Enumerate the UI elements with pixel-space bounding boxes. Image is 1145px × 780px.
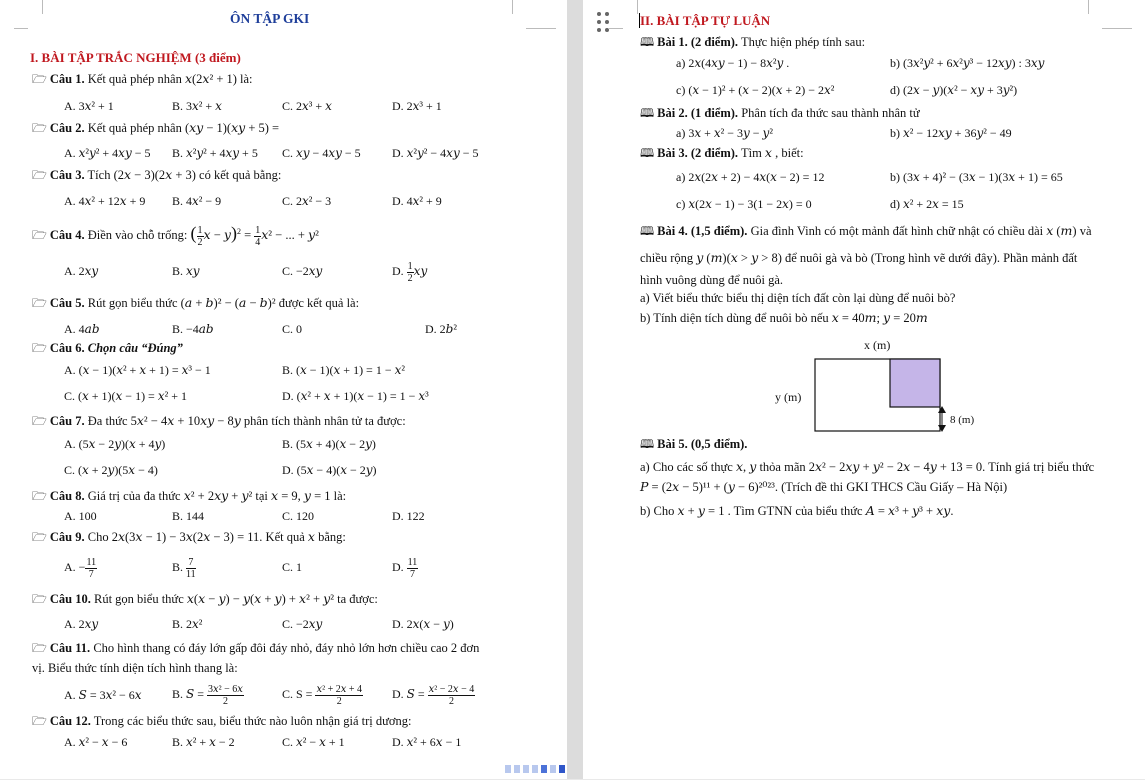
option-c[interactable]: C. (𝑥 + 2𝑦)(5𝑥 − 4) bbox=[64, 463, 158, 477]
option-b[interactable]: B. −4𝑎𝑏 bbox=[172, 322, 214, 336]
option-b[interactable]: B. 3𝑥² + 𝑥 bbox=[172, 99, 222, 113]
question-3: 🗁 Câu 3. Tích (2𝑥 − 3)(2𝑥 + 3) có kết quả bằng: bbox=[32, 168, 282, 182]
crop-mark bbox=[14, 14, 28, 29]
exercise-5b: b) Cho 𝑥 + 𝑦 = 1 . Tìm GTNN của biểu thức 𝐴 = 𝑥³ + 𝑦³ + 𝑥𝑦. bbox=[640, 504, 954, 518]
option-d[interactable]: D. 2𝑥³ + 1 bbox=[392, 99, 442, 113]
drag-handle-icon[interactable] bbox=[597, 12, 611, 34]
option-c[interactable]: C. 1 bbox=[282, 560, 303, 574]
option-c[interactable]: C. 0 bbox=[282, 322, 303, 336]
exercise-1d: d) (2𝑥 − 𝑦)(𝑥² − 𝑥𝑦 + 3𝑦²) bbox=[890, 83, 1018, 97]
option-a[interactable]: A. 4𝑎𝑏 bbox=[64, 322, 100, 336]
option-b[interactable]: B. 𝑆 = $\frac{\text{3𝑥² − 6𝑥}}{2}$ bbox=[172, 683, 243, 707]
option-b[interactable]: B. 𝑥² + 𝑥 − 2 bbox=[172, 735, 235, 749]
page-gap bbox=[567, 0, 583, 779]
option-a[interactable]: A. − $\frac{11}{7}$ bbox=[64, 556, 97, 580]
section-heading: II. BÀI TẬP TỰ LUẬN bbox=[640, 13, 771, 28]
exercise-3b: b) (3𝑥 + 4)² − (3𝑥 − 1)(3𝑥 + 1) = 65 bbox=[890, 170, 1063, 184]
figure-label-y: y (m) bbox=[775, 390, 802, 404]
option-a[interactable]: A. (𝑥 − 1)(𝑥² + 𝑥 + 1) = 𝑥³ − 1 bbox=[64, 363, 211, 377]
exercise-1a: a) 2𝑥(4𝑥𝑦 − 1) − 8𝑥²𝑦 . bbox=[676, 56, 790, 70]
book-icon: 🕮 bbox=[640, 224, 655, 238]
option-a[interactable]: A. 2𝑥𝑦 bbox=[64, 264, 99, 278]
crop-mark bbox=[526, 14, 556, 29]
exercise-4-line2: chiều rộng 𝑦 (𝑚)(𝑥 > 𝑦 > 8) để nuôi gà và bò (Trong hình vẽ dưới đây). Phần mảnh đất bbox=[640, 251, 1078, 265]
page-title: ÔN TẬP GKI bbox=[230, 11, 310, 26]
option-a[interactable]: A. 4𝑥² + 12𝑥 + 9 bbox=[64, 194, 146, 208]
option-c[interactable]: C. −2𝑥𝑦 bbox=[282, 617, 323, 631]
folder-icon: 🗁 bbox=[32, 72, 47, 86]
folder-icon: 🗁 bbox=[32, 414, 47, 428]
option-c[interactable]: C. (𝑥 + 1)(𝑥 − 1) = 𝑥² + 1 bbox=[64, 389, 187, 403]
question-11: 🗁 Câu 11. Cho hình thang có đáy lớn gấp đôi đáy nhỏ, đáy nhỏ lớn hơn chiều cao 2 đơn bbox=[32, 641, 480, 655]
book-icon: 🕮 bbox=[640, 106, 655, 120]
option-d[interactable]: D. $\frac{1}{2}$ 𝑥𝑦 bbox=[392, 260, 428, 284]
option-a[interactable]: A. 𝑆 = 3𝑥² − 6𝑥 bbox=[64, 688, 142, 702]
option-d[interactable]: D. 𝑥² + 6𝑥 − 1 bbox=[392, 735, 462, 749]
option-a[interactable]: A. (5𝑥 − 2𝑦)(𝑥 + 4𝑦) bbox=[64, 437, 166, 451]
option-d[interactable]: D. 𝑥²𝑦² − 4𝑥𝑦 − 5 bbox=[392, 146, 479, 160]
option-b[interactable]: B. $\frac{7}{11}$ bbox=[172, 556, 196, 580]
exercise-2b: b) 𝑥² − 12𝑥𝑦 + 36𝑦² − 49 bbox=[890, 126, 1012, 140]
page-thumbnail-strip[interactable] bbox=[505, 762, 565, 774]
option-c[interactable]: C. 𝑥𝑦 − 4𝑥𝑦 − 5 bbox=[282, 146, 361, 160]
question-9: 🗁 Câu 9. Cho 2𝑥(3𝑥 − 1) − 3𝑥(2𝑥 − 3) = 11. Kết quả 𝑥 bằng: bbox=[32, 530, 346, 544]
exercise-2-title: 🕮 Bài 2. (1 điểm). Phân tích đa thức sau thành nhân tử bbox=[640, 106, 920, 120]
option-b[interactable]: B. 144 bbox=[172, 509, 205, 523]
option-a[interactable]: A. 3𝑥² + 1 bbox=[64, 99, 114, 113]
option-c[interactable]: C. 𝑥² − 𝑥 + 1 bbox=[282, 735, 345, 749]
option-d[interactable]: D. $\frac{11}{7}$ bbox=[392, 556, 418, 580]
folder-icon: 🗁 bbox=[32, 592, 47, 606]
book-icon: 🕮 bbox=[640, 146, 655, 160]
exercise-3-title: 🕮 Bài 3. (2 điểm). Tìm 𝑥 , biết: bbox=[640, 146, 804, 160]
crop-mark bbox=[512, 0, 527, 14]
crop-mark bbox=[1102, 14, 1132, 29]
option-a[interactable]: A. 𝑥² − 𝑥 − 6 bbox=[64, 735, 128, 749]
folder-icon: 🗁 bbox=[32, 641, 47, 655]
folder-icon: 🗁 bbox=[32, 341, 47, 355]
crop-mark bbox=[609, 14, 623, 29]
document-page-2[interactable] bbox=[583, 0, 1145, 779]
exercise-1c: c) (𝑥 − 1)² + (𝑥 − 2)(𝑥 + 2) − 2𝑥² bbox=[676, 83, 835, 97]
crop-mark bbox=[623, 0, 638, 14]
option-c[interactable]: C. 2𝑥² − 3 bbox=[282, 194, 332, 208]
exercise-5-title: 🕮 Bài 5. (0,5 điểm). bbox=[640, 437, 748, 451]
option-b[interactable]: B. (𝑥 − 1)(𝑥 + 1) = 1 − 𝑥² bbox=[282, 363, 405, 377]
option-a[interactable]: A. 100 bbox=[64, 509, 97, 523]
folder-icon: 🗁 bbox=[32, 168, 47, 182]
question-4: 🗁 Câu 4. Điền vào chỗ trống: ( $\frac{1}{2}$ 𝑥 − 𝑦)$^2$ = $\frac{1}{4}$ 𝑥² − ... + 𝑦² bbox=[32, 223, 319, 248]
question-2: 🗁 Câu 2. Kết quả phép nhân (𝑥𝑦 − 1)(𝑥𝑦 + 5) = bbox=[32, 121, 280, 135]
section-heading: I. BÀI TẬP TRẮC NGHIỆM (3 điểm) bbox=[30, 50, 241, 65]
question-10: 🗁 Câu 10. Rút gọn biểu thức 𝑥(𝑥 − 𝑦) − 𝑦(𝑥 + 𝑦) + 𝑥² + 𝑦² ta được: bbox=[32, 592, 378, 606]
exercise-5a-line2: 𝑃 = (2𝑥 − 5)¹¹ + (𝑦 − 6)²⁰²³. (Trích đề thi GKI THCS Cầu Giấy – Hà Nội) bbox=[640, 480, 1008, 494]
option-d[interactable]: D. 2𝑏² bbox=[425, 322, 457, 336]
folder-icon: 🗁 bbox=[32, 530, 47, 544]
option-c[interactable]: C. 120 bbox=[282, 509, 315, 523]
option-c[interactable]: C. S = $\frac{\text{𝑥² + 2𝑥 + 4}}{2}$ bbox=[282, 683, 363, 707]
option-d[interactable]: D. (𝑥² + 𝑥 + 1)(𝑥 − 1) = 1 − 𝑥³ bbox=[282, 389, 429, 403]
folder-icon: 🗁 bbox=[32, 489, 47, 503]
exercise-5a-line1: a) Cho các số thực 𝑥, 𝑦 thỏa mãn 2𝑥² − 2𝑥𝑦 + 𝑦² − 2𝑥 − 4𝑦 + 13 = 0. Tính giá trị biểu thức bbox=[640, 460, 1095, 474]
exercise-4-title: 🕮 Bài 4. (1,5 điểm). Gia đình Vinh có một mảnh đất hình chữ nhật có chiều dài 𝑥 (𝑚) và bbox=[640, 224, 1092, 238]
folder-icon: 🗁 bbox=[32, 228, 47, 242]
option-b[interactable]: B. 𝑥²𝑦² + 4𝑥𝑦 + 5 bbox=[172, 146, 258, 160]
option-c[interactable]: C. −2𝑥𝑦 bbox=[282, 264, 323, 278]
option-d[interactable]: D. 122 bbox=[392, 509, 425, 523]
question-7: 🗁 Câu 7. Đa thức 5𝑥² − 4𝑥 + 10𝑥𝑦 − 8𝑦 phân tích thành nhân tử ta được: bbox=[32, 414, 406, 428]
question-1: 🗁 Câu 1. Kết quả phép nhân 𝑥(2𝑥² + 1) là: bbox=[32, 72, 253, 86]
exercise-4a: a) Viết biểu thức biểu thị diện tích đất còn lại dùng để nuôi bò? bbox=[640, 291, 956, 305]
crop-mark bbox=[1088, 0, 1103, 14]
folder-icon: 🗁 bbox=[32, 296, 47, 310]
crop-mark bbox=[28, 0, 43, 14]
question-6: 🗁 Câu 6. Chọn câu “Đúng” bbox=[32, 341, 183, 355]
option-d[interactable]: D. 2𝑥(𝑥 − 𝑦) bbox=[392, 617, 454, 631]
book-icon: 🕮 bbox=[640, 35, 655, 49]
question-12: 🗁 Câu 12. Trong các biểu thức sau, biểu thức nào luôn nhận giá trị dương: bbox=[32, 714, 412, 728]
exercise-2a: a) 3𝑥 + 𝑥² − 3𝑦 − 𝑦² bbox=[676, 126, 773, 140]
figure-label-x: x (m) bbox=[864, 338, 891, 352]
book-icon: 🕮 bbox=[640, 437, 655, 451]
option-a[interactable]: A. 𝑥²𝑦² + 4𝑥𝑦 − 5 bbox=[64, 146, 151, 160]
land-figure bbox=[763, 335, 1003, 435]
exercise-1b: b) (3𝑥²𝑦² + 6𝑥²𝑦³ − 12𝑥𝑦) : 3𝑥𝑦 bbox=[890, 56, 1045, 70]
question-11-line2: vị. Biểu thức tính diện tích hình thang là: bbox=[32, 661, 238, 675]
thumbnail-strip-icon bbox=[505, 763, 565, 775]
folder-icon: 🗁 bbox=[32, 714, 47, 728]
exercise-3c: c) 𝑥(2𝑥 − 1) − 3(1 − 2𝑥) = 0 bbox=[676, 197, 812, 211]
question-8: 🗁 Câu 8. Giá trị của đa thức 𝑥² + 2𝑥𝑦 + 𝑦² tại 𝑥 = 9, 𝑦 = 1 là: bbox=[32, 489, 347, 503]
exercise-4-line3: hình vuông dùng để nuôi gà. bbox=[640, 273, 784, 287]
option-d[interactable]: D. (5𝑥 − 4)(𝑥 − 2𝑦) bbox=[282, 463, 377, 477]
figure-label-8: 8 (m) bbox=[950, 414, 975, 426]
option-b[interactable]: B. 𝑥𝑦 bbox=[172, 264, 200, 278]
exercise-3d: d) 𝑥² + 2𝑥 = 15 bbox=[890, 197, 964, 211]
document-page-1[interactable] bbox=[0, 0, 567, 779]
option-c[interactable]: C. 2𝑥³ + 𝑥 bbox=[282, 99, 332, 113]
option-d[interactable]: D. 4𝑥² + 9 bbox=[392, 194, 442, 208]
folder-icon: 🗁 bbox=[32, 121, 47, 135]
option-b[interactable]: B. (5𝑥 + 4)(𝑥 − 2𝑦) bbox=[282, 437, 376, 451]
option-b[interactable]: B. 4𝑥² − 9 bbox=[172, 194, 222, 208]
question-5: 🗁 Câu 5. Rút gọn biểu thức (𝑎 + 𝑏)² − (𝑎 − 𝑏)² được kết quả là: bbox=[32, 296, 360, 310]
option-b[interactable]: B. 2𝑥² bbox=[172, 617, 203, 631]
exercise-4b: b) Tính diện tích dùng để nuôi bò nếu 𝑥 = 40𝑚; 𝑦 = 20𝑚 bbox=[640, 311, 928, 325]
text-cursor bbox=[639, 13, 640, 28]
option-a[interactable]: A. 2𝑥𝑦 bbox=[64, 617, 99, 631]
option-d[interactable]: D. 𝑆 = $\frac{\text{𝑥² − 2𝑥 − 4}}{2}$ bbox=[392, 683, 475, 707]
exercise-3a: a) 2𝑥(2𝑥 + 2) − 4𝑥(𝑥 − 2) = 12 bbox=[676, 170, 825, 184]
exercise-1-title: 🕮 Bài 1. (2 điểm). Thực hiện phép tính sau: bbox=[640, 35, 866, 49]
